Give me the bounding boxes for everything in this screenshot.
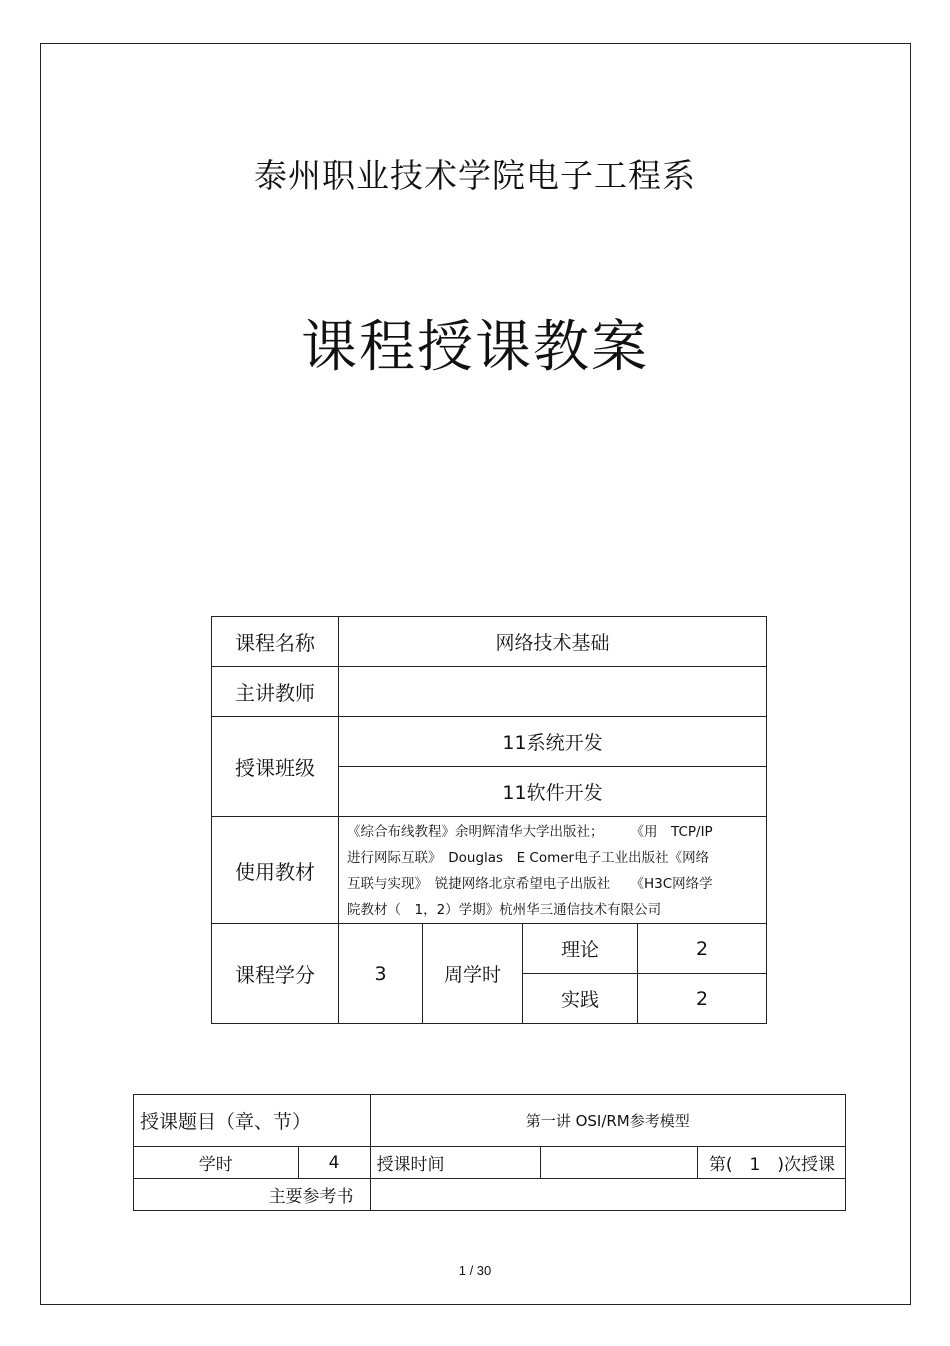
- course-info-table: [211, 616, 767, 1024]
- topic-row: [134, 1095, 846, 1147]
- references-row: [134, 1179, 846, 1211]
- teacher-label: 主讲教师: [212, 667, 339, 717]
- course-name-value: 网络技术基础: [339, 617, 767, 667]
- class-label: 授课班级: [212, 717, 339, 817]
- hours-value: 4: [298, 1147, 370, 1179]
- session-number: 第( 1 )次授课: [697, 1147, 845, 1179]
- textbook-row: [212, 817, 767, 924]
- textbook-value: [339, 817, 767, 924]
- time-label: 授课时间: [370, 1147, 540, 1179]
- textbook-line: 院教材（ 1，2）学期》杭州华三通信技术有限公司: [347, 902, 662, 918]
- teacher-value: [339, 667, 767, 717]
- references-value: [370, 1179, 845, 1211]
- textbook-line: 进行网际互联》 Douglas E Comer电子工业出版社《网络: [347, 850, 710, 866]
- textbook-line: 《综合布线教程》余明辉清华大学出版社； 《用 TCP/IP: [347, 824, 713, 840]
- class-value-1: 11系统开发: [339, 717, 767, 767]
- practice-label: 实践: [523, 974, 638, 1024]
- topic-value: 第一讲 OSI/RM参考模型: [370, 1095, 845, 1147]
- page-number: 1 / 30: [458, 1263, 492, 1278]
- class-value-2: 11软件开发: [339, 767, 767, 817]
- credits-row-1: [212, 924, 767, 974]
- teacher-row: [212, 667, 767, 717]
- lesson-table: [133, 1094, 846, 1211]
- department-title: 泰州职业技术学院电子工程系: [254, 156, 696, 195]
- textbook-label: 使用教材: [212, 817, 339, 924]
- course-name-row: [212, 617, 767, 667]
- theory-label: 理论: [523, 924, 638, 974]
- topic-label: 授课题目（章、节）: [134, 1095, 371, 1147]
- credits-label: 课程学分: [212, 924, 339, 1024]
- class-row-1: [212, 717, 767, 767]
- time-value: [540, 1147, 697, 1179]
- hours-row: [134, 1147, 846, 1179]
- references-label: 主要参考书: [134, 1179, 371, 1211]
- course-name-label: 课程名称: [212, 617, 339, 667]
- hours-label: 学时: [134, 1147, 299, 1179]
- textbook-line: 互联与实现》 锐捷网络北京希望电子出版社 《H3C网络学: [347, 876, 713, 892]
- document-title: 课程授课教案: [301, 315, 649, 380]
- credits-value: 3: [339, 924, 423, 1024]
- practice-hours: 2: [638, 974, 767, 1024]
- weekly-hours-label: 周学时: [423, 924, 523, 1024]
- theory-hours: 2: [638, 924, 767, 974]
